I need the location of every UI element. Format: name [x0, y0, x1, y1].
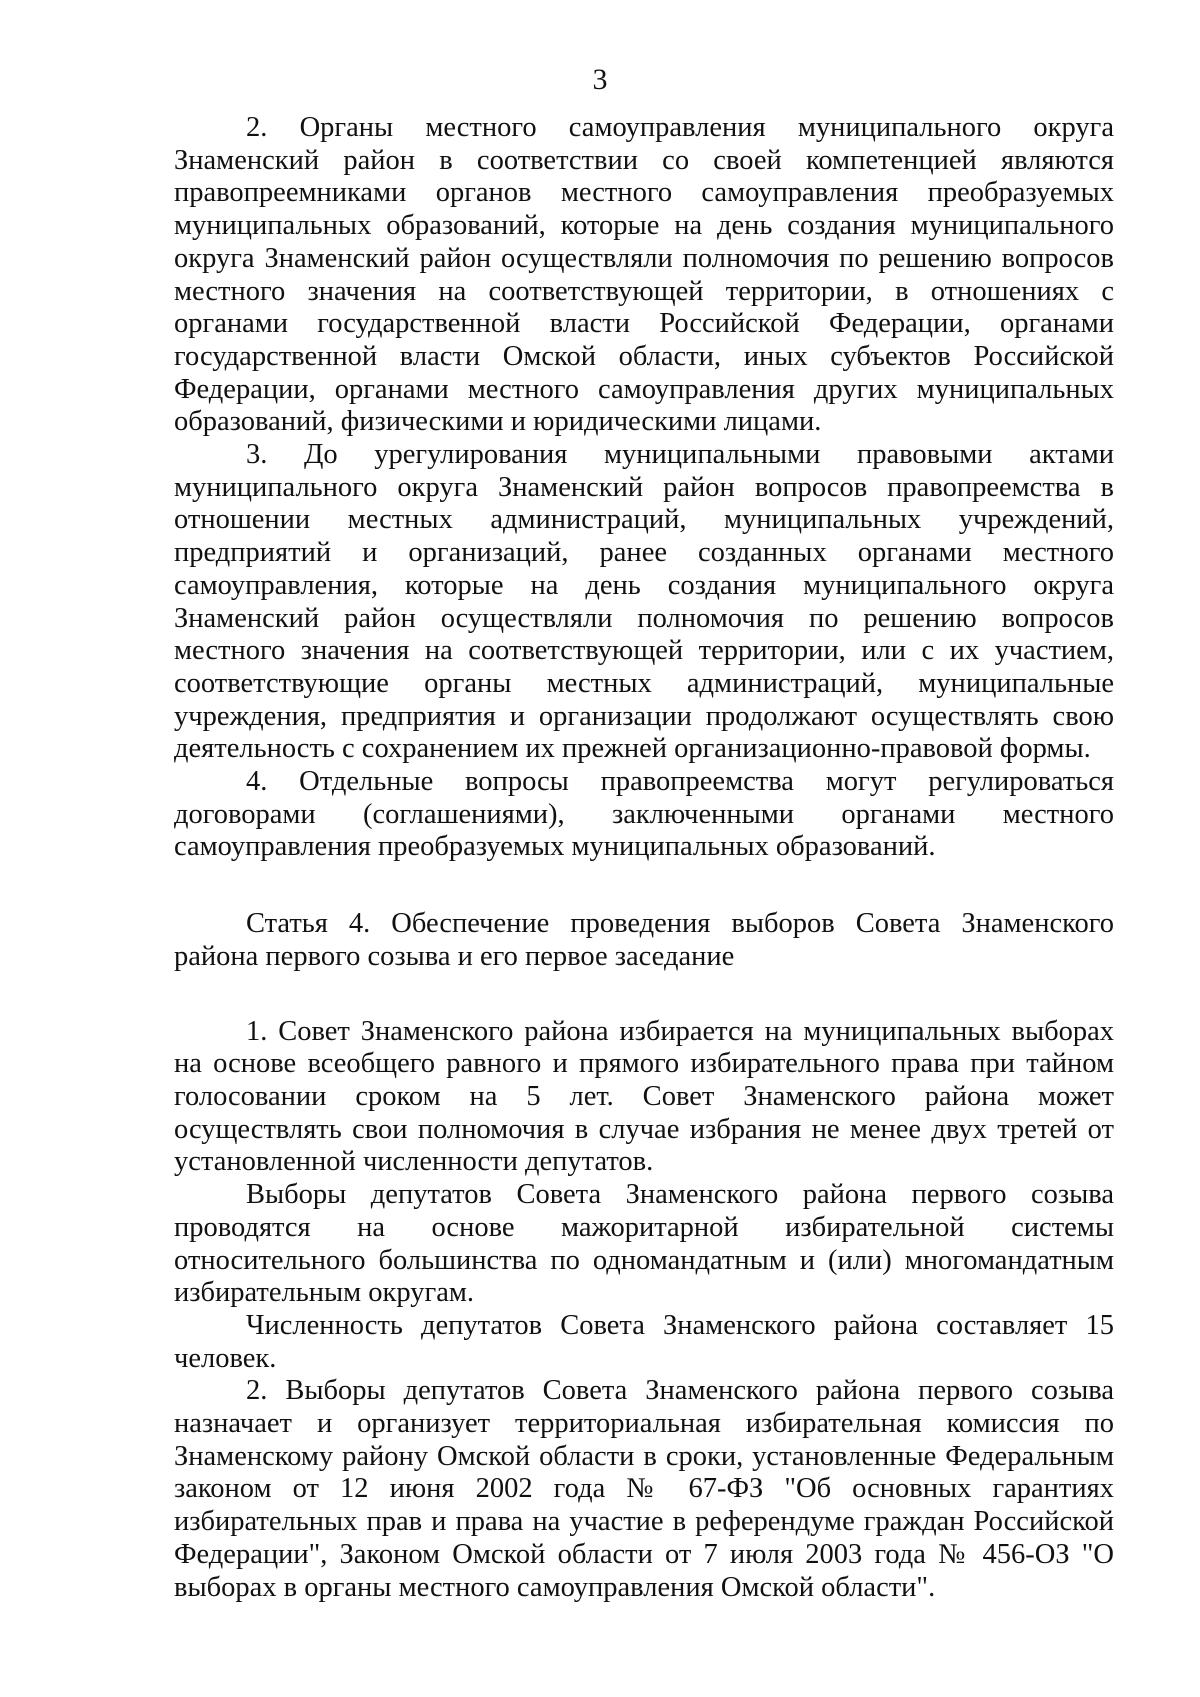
article-4-paragraph-2: 2. Выборы депутатов Совета Знаменского района первого созыва назначает и организует территориальная избирательная комиссия по Знаменскому району Омской области в сроки, установленные Федеральным законом от 12 июня 2002 года № 67-ФЗ "Об основных гарантиях избирательных прав и права на участие в референдуме граждан Российской Федерации", Законом Омской области от 7 июля 2003 года № 456-ОЗ "О выборах в органы местного самоуправления Омской области".: [174, 1375, 1114, 1603]
paragraph-deputy-count: Численность депутатов Совета Знаменского района составляет 15 человек.: [174, 1309, 1114, 1374]
document-body: [174, 112, 1114, 1604]
article-4-heading: Статья 4. Обеспечение проведения выборов Совета Знаменского района первого созыва и его первое заседание: [174, 908, 1114, 972]
page-number: 3: [592, 63, 608, 96]
paragraph-election-system: Выборы депутатов Совета Знаменского района первого созыва проводятся на основе мажоритарной избирательной системы относительного большинства по одномандатным и (или) многомандатным избирательным округам.: [174, 1179, 1114, 1309]
article-4-paragraph-1: 1. Совет Знаменского района избирается на муниципальных выборах на основе всеобщего равного и прямого избирательного права при тайном голосовании сроком на 5 лет. Совет Знаменского района может осуществлять свои полномочия в случае избрания не менее двух третей от установленной численности депутатов.: [174, 1015, 1114, 1178]
paragraph-2-successors: 2. Органы местного самоуправления муниципального округа Знаменский район в соответствии со своей компетенцией являются правопреемниками органов местного самоуправления преобразуемых муниципальных образований, которые на день создания муниципального округа Знаменский район осуществляли полномочия по решению вопросов местного значения на соответствующей территории, в отношениях с органами государственной власти Российской Федерации, органами государственной власти Омской области, иных субъектов Российской Федерации, органами местного самоуправления других муниципальных образований, физическими и юридическими лицами.: [174, 112, 1114, 438]
paragraph-3-succession-settlement: 3. До урегулирования муниципальными правовыми актами муниципального округа Знаменский район вопросов правопреемства в отношении местных администраций, муниципальных учреждений, предприятий и организаций, ранее созданных органами местного самоуправления, которые на день создания муниципального округа Знаменский район осуществляли полномочия по решению вопросов местного значения на соответствующей территории, или с их участием, соответствующие органы местных администраций, муниципальные учреждения, предприятия и организации продолжают осуществлять свою деятельность с сохранением их прежней организационно-правовой формы.: [174, 439, 1114, 765]
paragraph-4-agreements: 4. Отдельные вопросы правопреемства могут регулироваться договорами (соглашениями), заключенными органами местного самоуправления преобразуемых муниципальных образований.: [174, 766, 1114, 863]
